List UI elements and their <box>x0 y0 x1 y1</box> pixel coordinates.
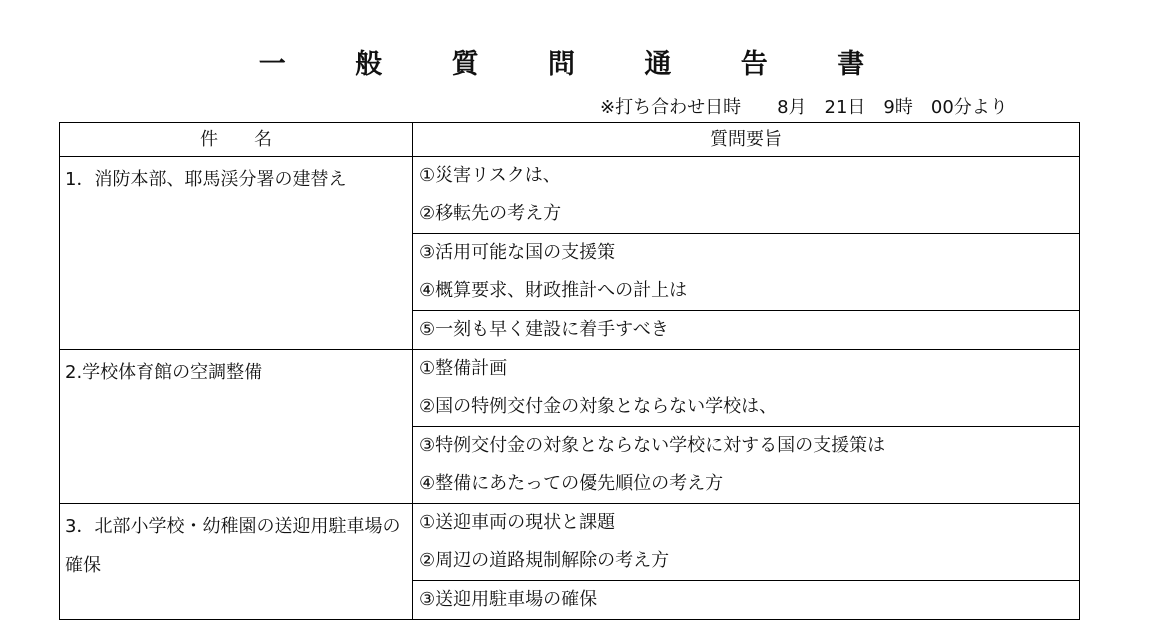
question-points-cell <box>413 234 1080 311</box>
question-point: ⑤一刻も早く建設に着手すべき <box>419 319 669 340</box>
question-point: ④整備にあたっての優先順位の考え方 <box>419 473 724 494</box>
question-point: ②移転先の考え方 <box>419 203 562 224</box>
header-subject: 件 名 <box>60 123 413 157</box>
question-points-cell <box>413 504 1080 581</box>
table-row <box>60 350 1080 427</box>
question-point: ③特例交付金の対象とならない学校に対する国の支援策は <box>419 435 886 456</box>
question-point: ③送迎用駐車場の確保 <box>419 589 598 610</box>
subject-cell: 3．北部小学校・幼稚園の送迎用駐車場の確保 <box>60 504 413 620</box>
question-point: ④概算要求、財政推計への計上は <box>419 280 688 301</box>
question-points-cell <box>413 581 1080 620</box>
question-points-cell <box>413 350 1080 427</box>
question-points-cell <box>413 157 1080 234</box>
subject-cell: 1．消防本部、耶馬渓分署の建替え <box>60 157 413 350</box>
question-points-cell <box>413 311 1080 350</box>
question-point: ①送迎車両の現状と課題 <box>419 512 616 533</box>
question-notice-table <box>59 122 1080 620</box>
header-question-summary: 質問要旨 <box>413 123 1080 157</box>
question-point: ③活用可能な国の支援策 <box>419 242 616 263</box>
question-point: ①災害リスクは、 <box>419 165 561 186</box>
meeting-schedule-note: ※打ち合わせ日時 8月 21日 9時 00分より <box>600 97 1008 118</box>
question-point: ①整備計画 <box>419 358 508 379</box>
question-point: ②国の特例交付金の対象とならない学校は、 <box>419 396 778 417</box>
table-header-row <box>60 123 1080 157</box>
subject-cell: 2.学校体育館の空調整備 <box>60 350 413 504</box>
question-point: ②周辺の道路規制解除の考え方 <box>419 550 670 571</box>
table-row <box>60 504 1080 581</box>
table-row <box>60 157 1080 234</box>
document-title: 一 般 質 問 通 告 書 <box>258 49 895 80</box>
question-points-cell <box>413 427 1080 504</box>
